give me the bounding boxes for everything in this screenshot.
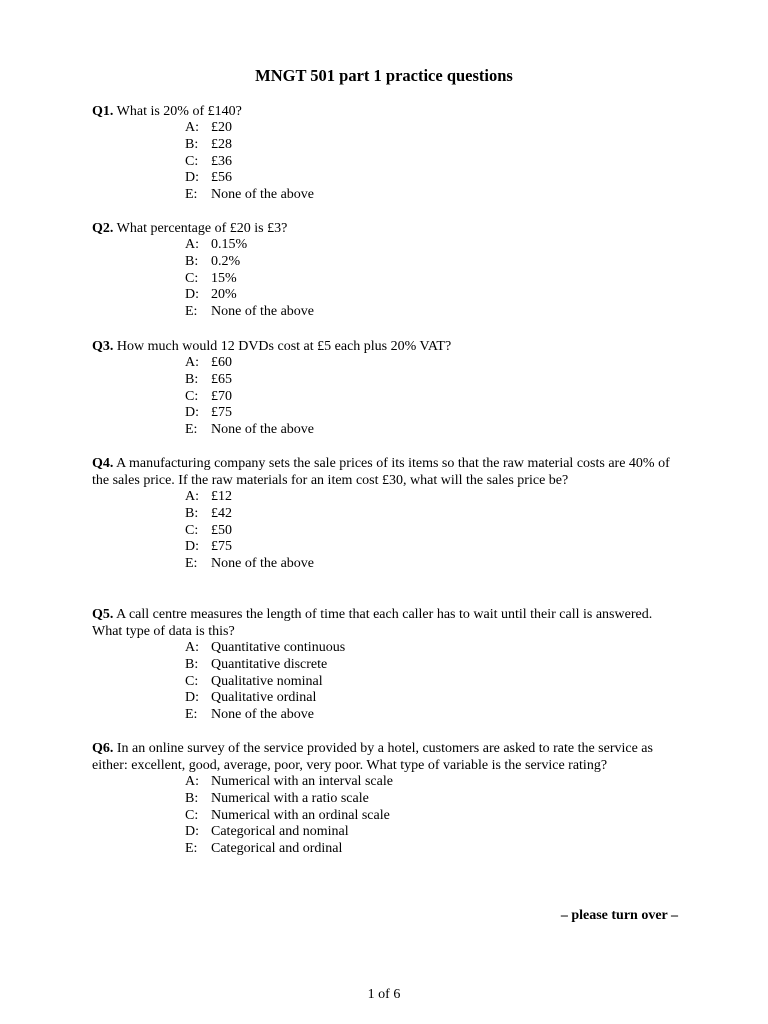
option-d — [185, 287, 676, 304]
option-b — [185, 791, 676, 808]
option-letter: A: — [185, 237, 199, 252]
option-text: 15% — [211, 270, 237, 286]
option-text: None of the above — [211, 304, 315, 320]
option-letter: E: — [185, 422, 198, 438]
option-text: Categorical and ordinal — [211, 841, 343, 857]
option-text: £36 — [211, 153, 232, 169]
question-3 — [92, 338, 676, 439]
option-letter: D: — [185, 539, 199, 555]
option-letter: E: — [185, 304, 198, 320]
option-text: Categorical and nominal — [211, 824, 349, 840]
question-number: Q3. — [92, 339, 114, 354]
option-letter: A: — [185, 774, 199, 789]
option-letter: D: — [185, 824, 199, 840]
answer-options — [92, 489, 676, 573]
option-letter: B: — [185, 136, 199, 152]
question-number: Q4. — [92, 456, 114, 471]
option-letter: D: — [185, 690, 199, 706]
option-b — [185, 506, 676, 523]
option-letter: A: — [185, 355, 199, 370]
question-4 — [92, 455, 676, 573]
option-letter: A: — [185, 640, 199, 655]
answer-options — [92, 640, 676, 724]
option-a — [185, 774, 676, 791]
option-c — [185, 154, 676, 171]
option-text: Numerical with an interval scale — [211, 774, 393, 789]
option-a — [185, 120, 676, 137]
question-6 — [92, 740, 676, 858]
option-e — [185, 707, 676, 724]
option-text: £28 — [211, 136, 232, 152]
option-letter: A: — [185, 489, 199, 504]
page-number: 1 of 6 — [367, 987, 401, 1002]
answer-options — [92, 774, 676, 858]
option-text: Numerical with an ordinal scale — [211, 807, 390, 823]
question-prompt: What is 20% of £140? — [116, 104, 242, 119]
option-letter: C: — [185, 807, 199, 823]
question-text — [92, 455, 676, 489]
question-2 — [92, 220, 676, 321]
option-e — [185, 841, 676, 858]
please-turn-over-note: – please turn over – — [560, 908, 678, 923]
option-text: £56 — [211, 170, 232, 186]
option-a — [185, 355, 676, 372]
option-letter: E: — [185, 841, 198, 857]
question-number: Q6. — [92, 741, 114, 756]
option-e — [185, 187, 676, 204]
question-number: Q1. — [92, 104, 114, 119]
option-text: £60 — [211, 355, 232, 370]
option-text: None of the above — [211, 187, 315, 203]
answer-options — [92, 237, 676, 321]
option-e — [185, 556, 676, 573]
option-text: £20 — [211, 120, 232, 135]
question-number: Q2. — [92, 221, 114, 236]
option-text: £12 — [211, 489, 232, 504]
option-letter: C: — [185, 522, 199, 538]
option-d — [185, 539, 676, 556]
option-letter: A: — [185, 120, 199, 135]
option-e — [185, 304, 676, 321]
option-letter: D: — [185, 405, 199, 421]
option-e — [185, 422, 676, 439]
option-text: 20% — [211, 287, 237, 303]
question-text — [92, 338, 676, 355]
answer-options — [92, 355, 676, 439]
question-prompt: A call centre measures the length of time that each caller has to wait until their call is answered. What type of data is this? — [92, 607, 653, 639]
option-text: None of the above — [211, 556, 315, 572]
option-c — [185, 674, 676, 691]
option-d — [185, 170, 676, 187]
option-text: £42 — [211, 505, 232, 521]
option-text: £75 — [211, 405, 232, 421]
option-text: Qualitative nominal — [211, 673, 323, 689]
option-letter: D: — [185, 170, 199, 186]
option-b — [185, 657, 676, 674]
question-number: Q5. — [92, 607, 114, 622]
question-prompt: In an online survey of the service provided by a hotel, customers are asked to rate the service as either: excellent, good, average, poor, very poor. What type of variable is the service rating? — [92, 741, 653, 773]
option-text: £65 — [211, 371, 232, 387]
question-5 — [92, 606, 676, 724]
option-text: £70 — [211, 388, 232, 404]
option-c — [185, 808, 676, 825]
question-prompt: A manufacturing company sets the sale prices of its items so that the raw material costs are 40% of the sales price. If the raw materials for an item cost £30, what will the sales price be? — [92, 456, 670, 488]
question-text — [92, 220, 676, 237]
option-b — [185, 254, 676, 271]
question-text — [92, 606, 676, 640]
option-letter: B: — [185, 505, 199, 521]
option-b — [185, 372, 676, 389]
option-text: None of the above — [211, 707, 315, 723]
question-1 — [92, 103, 676, 204]
option-letter: C: — [185, 388, 199, 404]
option-letter: E: — [185, 707, 198, 723]
option-letter: B: — [185, 371, 199, 387]
option-c — [185, 389, 676, 406]
option-letter: C: — [185, 153, 199, 169]
option-letter: B: — [185, 790, 199, 806]
option-text: Quantitative continuous — [211, 640, 346, 655]
option-text: Quantitative discrete — [211, 656, 328, 672]
option-text: Numerical with a ratio scale — [211, 790, 369, 806]
option-text: 0.15% — [211, 237, 248, 252]
option-letter: B: — [185, 253, 199, 269]
option-text: £75 — [211, 539, 232, 555]
question-text — [92, 740, 676, 774]
option-a — [185, 237, 676, 254]
option-c — [185, 271, 676, 288]
option-text: Qualitative ordinal — [211, 690, 317, 706]
option-letter: C: — [185, 673, 199, 689]
option-d — [185, 405, 676, 422]
option-letter: C: — [185, 270, 199, 286]
option-letter: D: — [185, 287, 199, 303]
option-letter: E: — [185, 187, 198, 203]
option-text: 0.2% — [211, 253, 241, 269]
option-letter: B: — [185, 656, 199, 672]
page-title: MNGT 501 part 1 practice questions — [255, 66, 513, 85]
question-prompt: What percentage of £20 is £3? — [116, 221, 288, 236]
option-a — [185, 489, 676, 506]
option-b — [185, 137, 676, 154]
question-prompt: How much would 12 DVDs cost at £5 each plus 20% VAT? — [116, 339, 452, 354]
option-c — [185, 523, 676, 540]
option-d — [185, 824, 676, 841]
option-text: £50 — [211, 522, 232, 538]
option-a — [185, 640, 676, 657]
option-d — [185, 690, 676, 707]
answer-options — [92, 120, 676, 204]
question-text — [92, 103, 676, 120]
option-text: None of the above — [211, 422, 315, 438]
option-letter: E: — [185, 556, 198, 572]
